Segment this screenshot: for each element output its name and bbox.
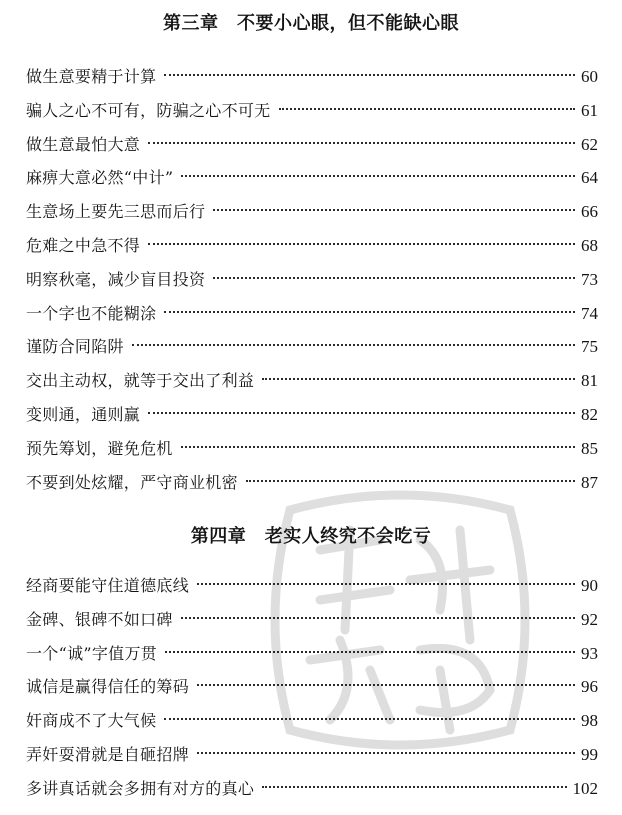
dot-leader bbox=[164, 718, 575, 720]
toc-entry[interactable] bbox=[26, 670, 598, 704]
toc-entry[interactable] bbox=[26, 364, 598, 398]
entry-page-number: 61 bbox=[581, 100, 598, 120]
toc-entry[interactable] bbox=[26, 330, 598, 364]
toc-entry[interactable] bbox=[26, 569, 598, 603]
entry-title: 一个“诚”字值万贯 bbox=[26, 643, 158, 663]
entry-page-number: 81 bbox=[581, 371, 598, 391]
entry-page-number: 85 bbox=[581, 438, 598, 458]
toc-entry[interactable] bbox=[26, 466, 598, 500]
entry-title: 谨防合同陷阱 bbox=[26, 337, 124, 357]
entry-title: 交出主动权，就等于交出了利益 bbox=[26, 371, 255, 391]
entry-title: 一个字也不能糊涂 bbox=[26, 303, 157, 323]
toc-entry[interactable] bbox=[26, 60, 598, 94]
entry-title: 弄奸耍滑就是自砸招牌 bbox=[26, 744, 190, 764]
dot-leader bbox=[197, 752, 575, 754]
entry-page-number: 98 bbox=[581, 711, 598, 731]
dot-leader bbox=[148, 142, 575, 144]
toc-entry[interactable] bbox=[26, 263, 598, 297]
dot-leader bbox=[213, 209, 575, 211]
entry-page-number: 62 bbox=[581, 134, 598, 154]
chapter-4-title: 第四章 老实人终究不会吃亏 bbox=[190, 526, 432, 547]
dot-leader bbox=[148, 412, 575, 414]
toc-entry[interactable] bbox=[26, 398, 598, 432]
entry-title: 麻痹大意必然“中计” bbox=[26, 168, 174, 188]
entry-page-number: 74 bbox=[581, 303, 598, 323]
entry-title: 危难之中急不得 bbox=[26, 235, 141, 255]
entry-title: 变则通，通则赢 bbox=[26, 404, 141, 424]
entry-title: 骗人之心不可有，防骗之心不可无 bbox=[26, 100, 271, 120]
toc-entry[interactable] bbox=[26, 94, 598, 128]
entry-title: 经商要能守住道德底线 bbox=[26, 576, 190, 595]
entry-title: 明察秋毫，减少盲目投资 bbox=[26, 269, 206, 289]
toc-entry[interactable] bbox=[26, 297, 598, 331]
dot-leader bbox=[164, 74, 575, 76]
chapter-4-entries bbox=[26, 569, 598, 806]
chapter-3-title: 第三章 不要小心眼，但不能缺心眼 bbox=[163, 13, 459, 34]
toc-entry[interactable] bbox=[26, 772, 598, 806]
toc-entry[interactable] bbox=[26, 432, 598, 466]
dot-leader bbox=[165, 651, 575, 653]
entry-page-number: 75 bbox=[581, 337, 598, 357]
entry-page-number: 102 bbox=[572, 778, 598, 798]
dot-leader bbox=[164, 311, 575, 313]
toc-entry[interactable] bbox=[26, 738, 598, 772]
entry-page-number: 68 bbox=[581, 235, 598, 255]
entry-page-number: 64 bbox=[581, 168, 598, 188]
dot-leader bbox=[132, 344, 575, 346]
entry-title: 生意场上要先三思而后行 bbox=[26, 202, 206, 222]
toc-entry[interactable] bbox=[26, 637, 598, 671]
entry-page-number: 93 bbox=[581, 643, 598, 663]
entry-title: 奸商成不了大气候 bbox=[26, 711, 157, 731]
dot-leader bbox=[148, 243, 575, 245]
entry-page-number: 99 bbox=[581, 744, 598, 764]
toc-entry[interactable] bbox=[26, 128, 598, 162]
chapter-3-entries bbox=[26, 60, 598, 499]
entry-title: 不要到处炫耀，严守商业机密 bbox=[26, 472, 238, 492]
entry-page-number: 73 bbox=[581, 269, 598, 289]
dot-leader bbox=[246, 480, 575, 482]
entry-title: 预先筹划，避免危机 bbox=[26, 438, 173, 458]
dot-leader bbox=[262, 378, 575, 380]
dot-leader bbox=[262, 786, 566, 788]
toc-entry[interactable] bbox=[26, 704, 598, 738]
entry-page-number: 90 bbox=[581, 576, 598, 595]
entry-page-number: 60 bbox=[581, 67, 598, 86]
dot-leader bbox=[181, 617, 575, 619]
entry-page-number: 82 bbox=[581, 404, 598, 424]
entry-title: 多讲真话就会多拥有对方的真心 bbox=[26, 778, 255, 798]
toc-entry[interactable] bbox=[26, 229, 598, 263]
dot-leader bbox=[197, 684, 575, 686]
entry-title: 做生意要精于计算 bbox=[26, 67, 157, 86]
dot-leader bbox=[181, 175, 575, 177]
dot-leader bbox=[197, 583, 575, 585]
entry-page-number: 96 bbox=[581, 677, 598, 697]
toc-entry[interactable] bbox=[26, 161, 598, 195]
toc-entry[interactable] bbox=[26, 603, 598, 637]
entry-title: 诚信是赢得信任的筹码 bbox=[26, 677, 190, 697]
entry-page-number: 87 bbox=[581, 472, 598, 492]
entry-title: 金碑、银碑不如口碑 bbox=[26, 609, 173, 629]
toc-entry[interactable] bbox=[26, 195, 598, 229]
entry-page-number: 92 bbox=[581, 609, 598, 629]
dot-leader bbox=[181, 446, 575, 448]
entry-page-number: 66 bbox=[581, 202, 598, 222]
dot-leader bbox=[279, 108, 575, 110]
dot-leader bbox=[213, 277, 575, 279]
entry-title: 做生意最怕大意 bbox=[26, 134, 141, 154]
